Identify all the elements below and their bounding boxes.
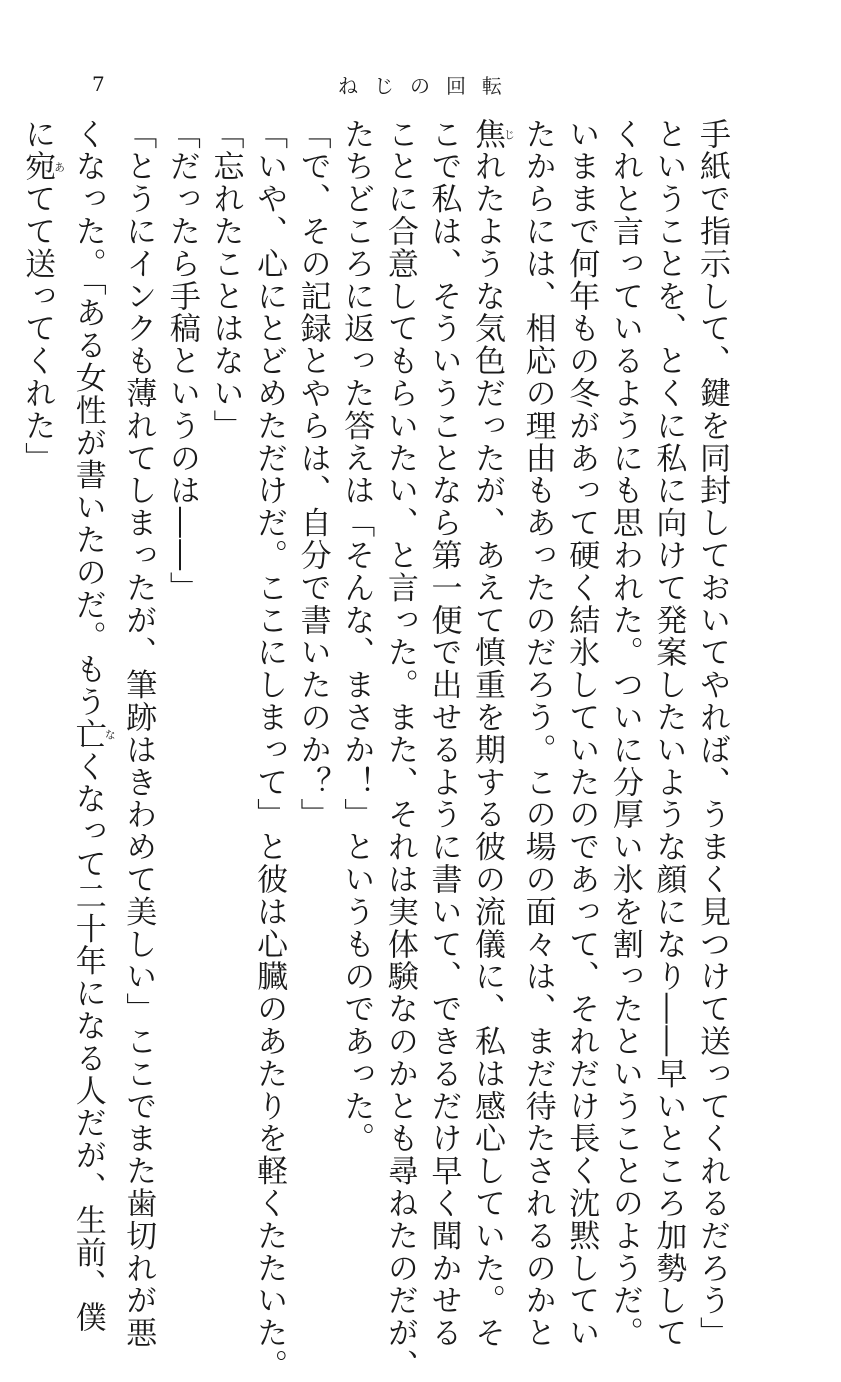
text-line: 「いや、心にとどめただけだ。ここにしまって」と彼は心臓のあたりを軽くたたいた。: [251, 118, 288, 1382]
text-line: ということを、とくに私に向けて発案したいような顔になり――早いところ加勢して: [650, 118, 687, 1350]
text-line: 焦じれたような気色だったが、あえて慎重を期する彼の流儀に、私は感心していた。そ: [469, 118, 516, 1350]
text-line: 「とうにインクも薄れてしまったが、筆跡はきわめて美しい」ここでまた歯切れが悪: [120, 118, 157, 1350]
furigana: 宛あ: [19, 150, 66, 183]
furigana: 焦じ: [469, 118, 516, 151]
text-line: くなった。「ある女性が書いたのだ。もう亡なくなって二十年になる人だが、生前、僕: [69, 118, 117, 1334]
page-number: 7: [92, 72, 105, 96]
text-line: ことに合意してもらいたい、と言った。また、それは実体験なのかとも尋ねたのだが、: [381, 118, 418, 1382]
text-line: たからには、相応の理由もあったのだろう。この場の面々は、まだ待たされるのかと: [519, 118, 556, 1350]
furigana: 亡な: [69, 718, 117, 751]
text-line: 「で、その記録とやらは、自分で書いたのか？」: [294, 118, 331, 831]
text-line: くれと言っているようにも思われた。ついに分厚い氷を割ったということのようだ。: [606, 118, 643, 1350]
text-line: に宛あてて送ってくれた」: [19, 118, 66, 475]
text-line: 「だったら手稿というのは――」: [163, 118, 200, 604]
text-line: 手紙で指示して、鍵を同封しておいてやれば、うまく見つけて送ってくれるだろう」: [694, 118, 730, 1350]
text-line: たちどころに返った答えは「そんな、まさか！」というものであった。: [338, 118, 375, 1155]
body-text: [19, 118, 733, 1382]
text-line: こで私は、そういうことなら第一便で出せるように書いて、できるだけ早く聞かせる: [425, 118, 462, 1350]
text-line: いままで何年もの冬があって硬く結氷していたのであって、それだけ長く沈黙してい: [563, 118, 600, 1350]
running-title: ねじの回転: [338, 74, 518, 98]
text-line: 「忘れたことはない」: [207, 118, 244, 442]
